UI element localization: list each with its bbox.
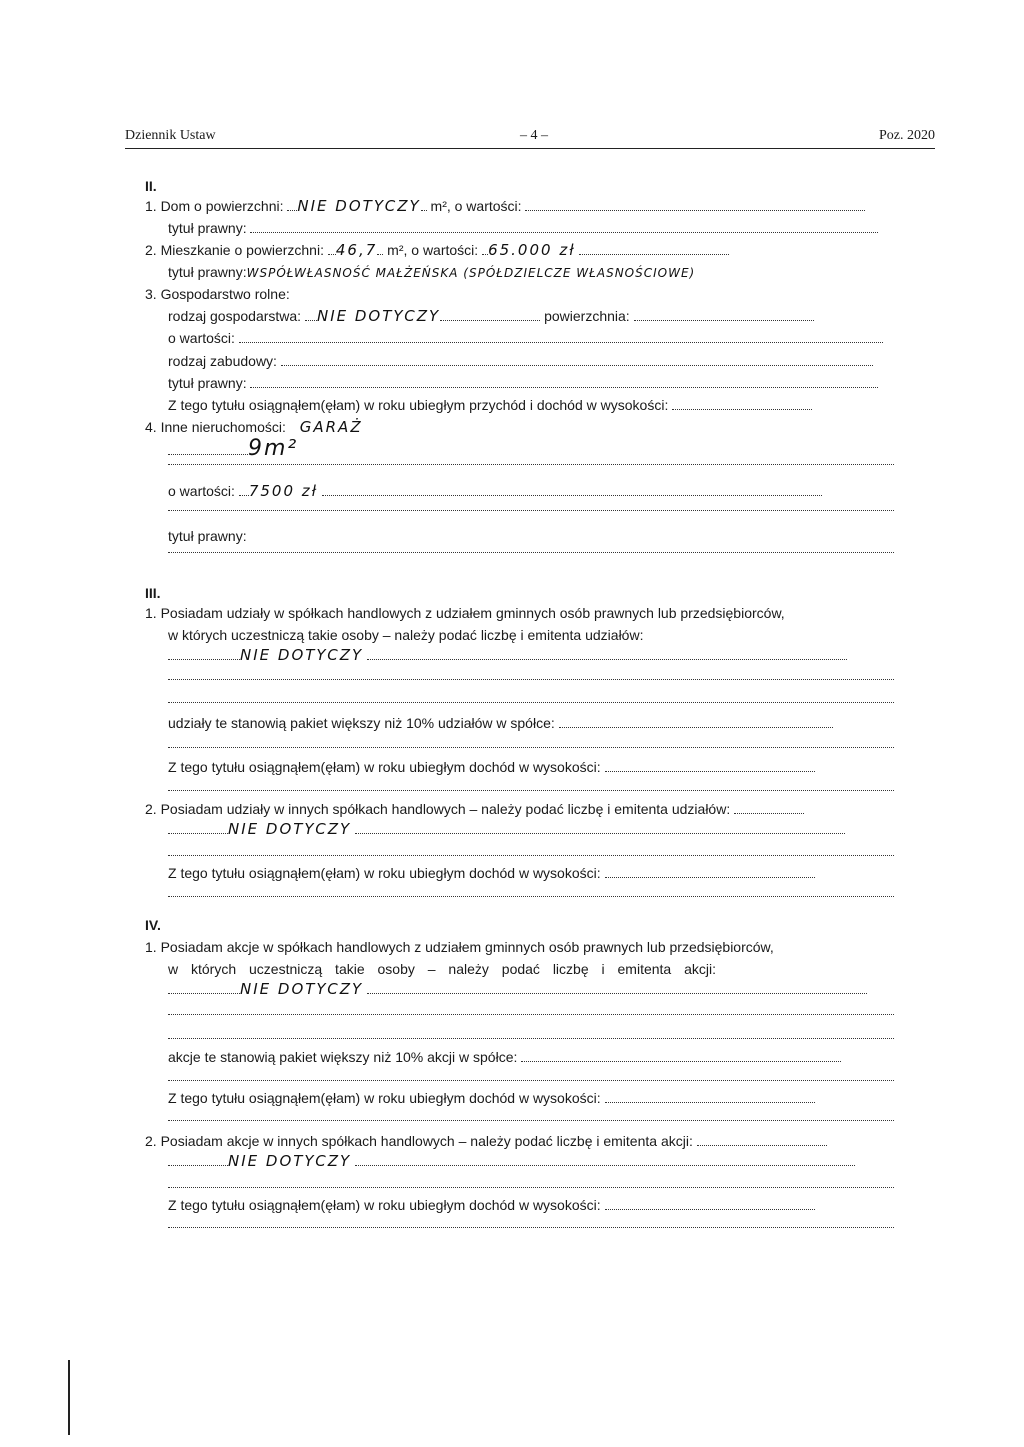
dotted-line [168, 677, 894, 680]
mieszkanie-label: 2. Mieszkanie o powierzchni: [145, 242, 324, 258]
inne-wartosc-label: o wartości: [168, 483, 235, 499]
rodzaj-label: rodzaj gospodarstwa: [168, 308, 302, 324]
zabudowa-line [168, 352, 873, 370]
iv-p1-value: NIE DOTYCZY [240, 980, 364, 998]
dotted-line [168, 894, 894, 897]
mieszkanie-unit: m², o wartości: [387, 242, 479, 258]
rodzaj-value: NIE DOTYCZY [316, 307, 441, 325]
inne-line [145, 418, 363, 436]
dom-unit: m², o wartości: [430, 198, 522, 214]
page-header [125, 128, 935, 149]
dom-value: NIE DOTYCZY [297, 197, 421, 215]
dotted-line [168, 1225, 894, 1228]
gospodarstwo-wartosc-line [168, 329, 883, 347]
iii-p1-dochod: Z tego tytułu osiągnąłem(ęłam) w roku ubiegłym dochód w wysokości: [168, 759, 601, 775]
iv-p1-dochod: Z tego tytułu osiągnąłem(ęłam) w roku ubiegłym dochód w wysokości: [168, 1090, 601, 1106]
gospodarstwo-dochod-label: Z tego tytułu osiągnąłem(ęłam) w roku ubiegłym przychód i dochód w wysokości: [168, 397, 669, 413]
iv-p1-value-line [168, 980, 867, 998]
iii-p1-pakiet-line [168, 714, 833, 732]
inne-wartosc-value: 7500 zł [248, 482, 318, 500]
section-iii-title: III. [145, 585, 161, 601]
inne-area-value: 9m² [248, 436, 299, 461]
dotted-line [168, 700, 894, 703]
journal-name: Dziennik Ustaw [125, 128, 216, 143]
dotted-line [168, 1012, 894, 1015]
iv-p2-value-line [168, 1152, 855, 1170]
dom-title-label: tytuł prawny: [168, 220, 247, 236]
iii-p1-line2: w których uczestniczą takie osoby – należy podać liczbę i emitenta udziałów: [168, 627, 644, 643]
inne-tytul-label: tytuł prawny: [168, 528, 247, 544]
mieszkanie-line [145, 241, 729, 259]
page-number: – 4 – [520, 128, 548, 143]
rodzaj-line [168, 307, 814, 325]
mieszkanie-value: 65.000 zł [488, 241, 576, 259]
iv-p1-line1: 1. Posiadam akcje w spółkach handlowych z udziałem gminnych osób prawnych lub przedsiębiorców, [145, 939, 774, 955]
inne-area-line [168, 436, 299, 461]
dotted-line [168, 508, 894, 511]
iii-p1-value: NIE DOTYCZY [240, 646, 364, 664]
dotted-line [168, 462, 894, 465]
zabudowa-label: rodzaj zabudowy: [168, 353, 277, 369]
iv-p1-pakiet-line [168, 1048, 841, 1066]
margin-mark [68, 1360, 70, 1435]
dotted-line [168, 1185, 894, 1188]
dotted-line [168, 1036, 894, 1039]
section-ii-title: II. [145, 178, 157, 194]
iv-p2-line [145, 1132, 827, 1150]
iv-p2-dochod: Z tego tytułu osiągnąłem(ęłam) w roku ubiegłym dochód w wysokości: [168, 1197, 601, 1213]
gospodarstwo-wartosc-label: o wartości: [168, 330, 235, 346]
gospodarstwo-tytul-line [168, 374, 878, 392]
gospodarstwo-dochod-line [168, 396, 812, 414]
iii-p2-value-line [168, 820, 845, 838]
mieszkanie-title-value: WSPÓŁWŁASNOŚĆ MAŁŻEŃSKA (SPÓŁDZIELCZE WŁASNOŚCIOWE) [246, 266, 696, 280]
dom-line [145, 197, 865, 215]
powierzchnia-label: powierzchnia: [544, 308, 630, 324]
inne-wartosc-line [168, 482, 822, 500]
dom-title-line [168, 219, 878, 237]
gospodarstwo-label: 3. Gospodarstwo rolne: [145, 286, 290, 302]
dotted-line [168, 1118, 894, 1121]
inne-value: GARAŻ [299, 418, 363, 436]
section-iv-title: IV. [145, 917, 161, 933]
iv-p2-text: 2. Posiadam akcje w innych spółkach handlowych – należy podać liczbę i emitenta akcji: [145, 1133, 693, 1149]
inne-label: 4. Inne nieruchomości: [145, 419, 286, 435]
iii-p1-line1: 1. Posiadam udziały w spółkach handlowych z udziałem gminnych osób prawnych lub przedsiębiorców, [145, 605, 785, 621]
position-number: Poz. 2020 [879, 128, 935, 143]
iii-p2-dochod: Z tego tytułu osiągnąłem(ęłam) w roku ubiegłym dochód w wysokości: [168, 865, 601, 881]
mieszkanie-area-value: 46,7 [335, 241, 378, 259]
iii-p1-value-line [168, 646, 847, 664]
dom-label: 1. Dom o powierzchni: [145, 198, 284, 214]
iv-p2-dochod-line [168, 1196, 815, 1214]
iv-p1-line2: w których uczestniczą takie osoby – należy podać liczbę i emitenta akcji: [168, 961, 716, 977]
iii-p1-dochod-line [168, 758, 815, 776]
iii-p1-pakiet: udziały te stanowią pakiet większy niż 10% udziałów w spółce: [168, 715, 555, 731]
iii-p2-dochod-line [168, 864, 815, 882]
iv-p2-value: NIE DOTYCZY [228, 1152, 352, 1170]
dotted-line [168, 853, 894, 856]
iii-p2-value: NIE DOTYCZY [228, 820, 352, 838]
mieszkanie-title-line [168, 263, 695, 282]
gospodarstwo-tytul-label: tytuł prawny: [168, 375, 247, 391]
iii-p2-text: 2. Posiadam udziały w innych spółkach handlowych – należy podać liczbę i emitenta udziałów: [145, 801, 731, 817]
iv-p1-dochod-line [168, 1089, 815, 1107]
mieszkanie-title-label: tytuł prawny: [168, 264, 247, 280]
dotted-line [168, 550, 894, 553]
dotted-line [168, 1078, 894, 1081]
dotted-line [168, 745, 894, 748]
iv-p1-pakiet: akcje te stanowią pakiet większy niż 10% akcji w spółce: [168, 1049, 518, 1065]
dotted-line [168, 788, 894, 791]
iii-p2-line [145, 800, 804, 818]
